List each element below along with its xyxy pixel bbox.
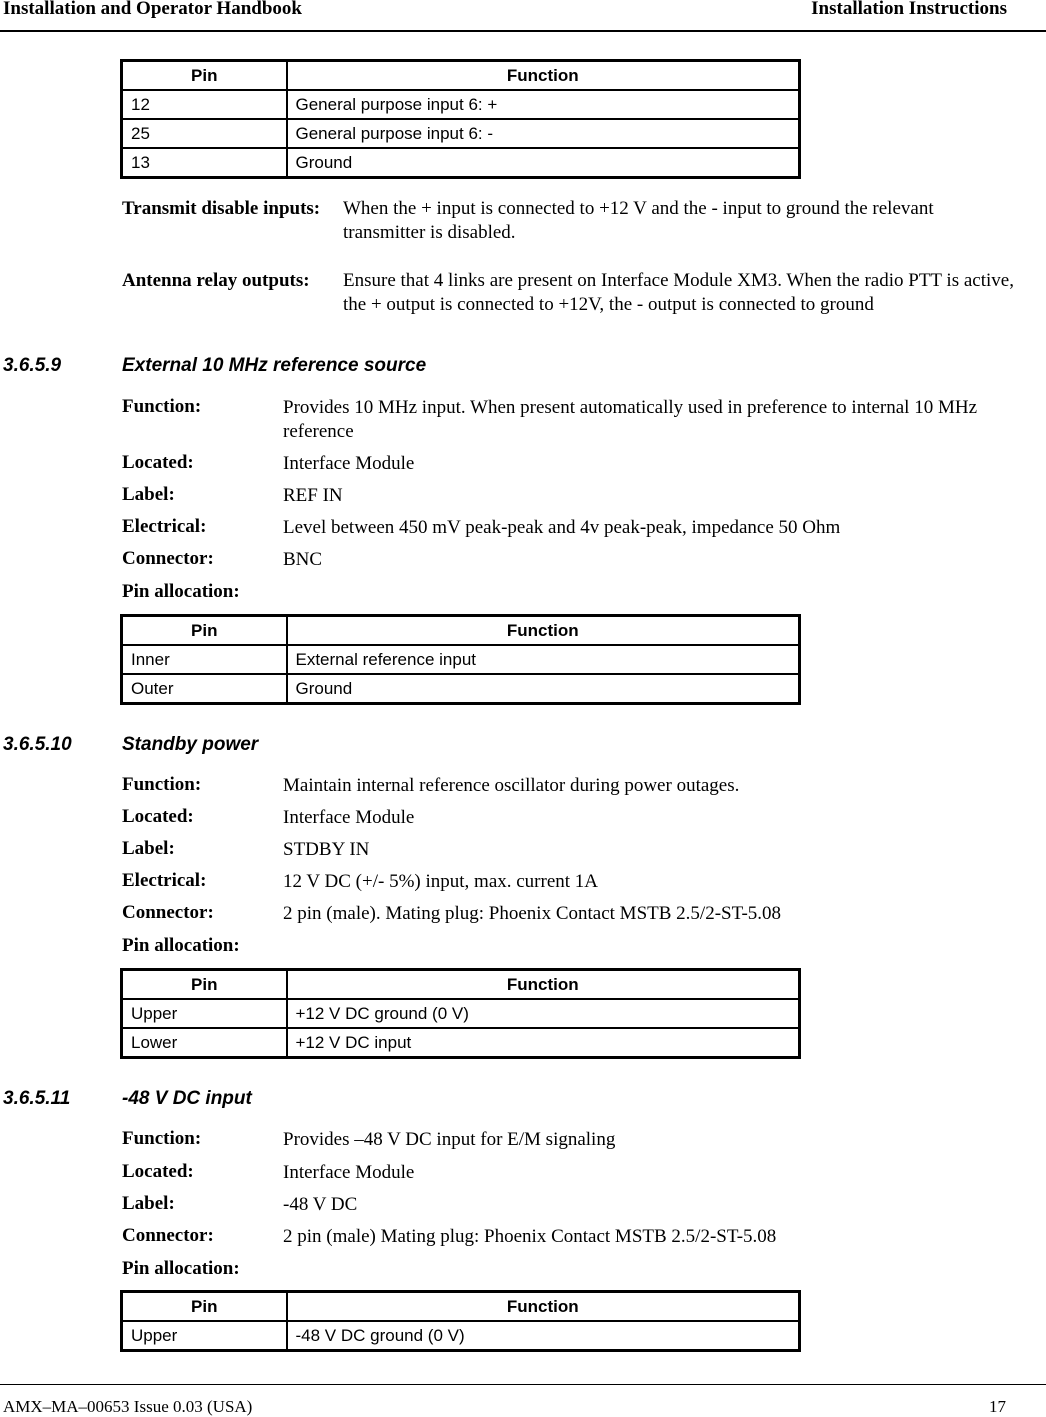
cell-pin: 13 xyxy=(122,148,287,178)
connector-value: 2 pin (male). Mating plug: Phoenix Contact MSTB 2.5/2-ST-5.08 xyxy=(283,903,782,924)
transmit-label: Transmit disable inputs: xyxy=(122,198,321,219)
cell-pin: Upper xyxy=(122,1321,287,1351)
table-header-function: Function xyxy=(287,61,800,91)
antenna-label: Antenna relay outputs: xyxy=(122,270,310,291)
cell-pin: Inner xyxy=(122,645,287,674)
table-row xyxy=(122,999,800,1028)
table-gpi xyxy=(120,59,801,179)
cell-pin: Lower xyxy=(122,1028,287,1058)
function-label: Function: xyxy=(122,396,202,417)
table-row xyxy=(122,119,800,148)
table-header-pin: Pin xyxy=(122,616,287,646)
label-label: Label: xyxy=(122,484,175,505)
electrical-label: Electrical: xyxy=(122,516,207,537)
located-label: Located: xyxy=(122,1161,194,1182)
located-value: Interface Module xyxy=(283,453,415,474)
cell-function: General purpose input 6: - xyxy=(287,119,800,148)
connector-value: BNC xyxy=(283,549,323,570)
table-row xyxy=(122,645,800,674)
section-number: 3.6.5.9 xyxy=(3,355,62,376)
label-label: Label: xyxy=(122,1193,175,1214)
cell-function: General purpose input 6: + xyxy=(287,90,800,119)
footer-rule xyxy=(0,1384,1046,1385)
pin-allocation-label: Pin allocation: xyxy=(122,935,240,956)
table-row xyxy=(122,148,800,178)
function-label: Function: xyxy=(122,774,202,795)
table-row xyxy=(122,90,800,119)
cell-function: +12 V DC input xyxy=(287,1028,800,1058)
function-value: Provides –48 V DC input for E/M signaling xyxy=(283,1129,616,1150)
cell-pin: Outer xyxy=(122,674,287,704)
cell-function: +12 V DC ground (0 V) xyxy=(287,999,800,1028)
label-value: REF IN xyxy=(283,485,343,506)
table-header-function: Function xyxy=(287,616,800,646)
table-header-pin: Pin xyxy=(122,61,287,91)
table-row xyxy=(122,1321,800,1351)
transmit-text: When the + input is connected to +12 V and the - input to ground the relevant transmitter is disabled. xyxy=(343,198,934,243)
connector-label: Connector: xyxy=(122,1225,214,1246)
pin-allocation-label: Pin allocation: xyxy=(122,581,240,602)
section-number: 3.6.5.10 xyxy=(3,734,72,755)
cell-function: External reference input xyxy=(287,645,800,674)
header-left: Installation and Operator Handbook xyxy=(3,0,302,19)
function-value: Maintain internal reference oscillator during power outages. xyxy=(283,775,740,796)
pin-allocation-label: Pin allocation: xyxy=(122,1258,240,1279)
label-value: STDBY IN xyxy=(283,839,370,860)
connector-label: Connector: xyxy=(122,548,214,569)
located-label: Located: xyxy=(122,452,194,473)
header-rule xyxy=(0,30,1046,32)
section-title: -48 V DC input xyxy=(122,1088,252,1109)
electrical-value: Level between 450 mV peak-peak and 4v peak-peak, impedance 50 Ohm xyxy=(283,517,841,538)
located-value: Interface Module xyxy=(283,1162,415,1183)
located-label: Located: xyxy=(122,806,194,827)
footer-left: AMX–MA–00653 Issue 0.03 (USA) xyxy=(3,1397,253,1416)
header-right: Installation Instructions xyxy=(811,0,1007,19)
connector-value: 2 pin (male) Mating plug: Phoenix Contact MSTB 2.5/2-ST-5.08 xyxy=(283,1226,777,1247)
antenna-text: Ensure that 4 links are present on Interface Module XM3. When the radio PTT is active, the + output is connected to +12V, the - output is connected to ground xyxy=(343,270,1014,315)
label-value: -48 V DC xyxy=(283,1194,358,1215)
function-label: Function: xyxy=(122,1128,202,1149)
label-label: Label: xyxy=(122,838,175,859)
table-header-function: Function xyxy=(287,970,800,1000)
table-ref-source xyxy=(120,614,801,705)
cell-function: Ground xyxy=(287,674,800,704)
cell-pin: 25 xyxy=(122,119,287,148)
table-header-function: Function xyxy=(287,1292,800,1322)
table-header-pin: Pin xyxy=(122,970,287,1000)
table-row xyxy=(122,674,800,704)
table-header-pin: Pin xyxy=(122,1292,287,1322)
connector-label: Connector: xyxy=(122,902,214,923)
function-value: Provides 10 MHz input. When present automatically used in preference to internal 10 MHz reference xyxy=(283,397,978,442)
located-value: Interface Module xyxy=(283,807,415,828)
electrical-value: 12 V DC (+/- 5%) input, max. current 1A xyxy=(283,871,599,892)
section-number: 3.6.5.11 xyxy=(3,1088,71,1109)
table-standby xyxy=(120,968,801,1059)
cell-pin: Upper xyxy=(122,999,287,1028)
cell-function: Ground xyxy=(287,148,800,178)
cell-pin: 12 xyxy=(122,90,287,119)
electrical-label: Electrical: xyxy=(122,870,207,891)
table-48v xyxy=(120,1290,801,1352)
section-title: External 10 MHz reference source xyxy=(122,355,427,376)
page-number: 17 xyxy=(989,1397,1006,1416)
section-title: Standby power xyxy=(122,734,259,755)
table-row xyxy=(122,1028,800,1058)
cell-function: -48 V DC ground (0 V) xyxy=(287,1321,800,1351)
